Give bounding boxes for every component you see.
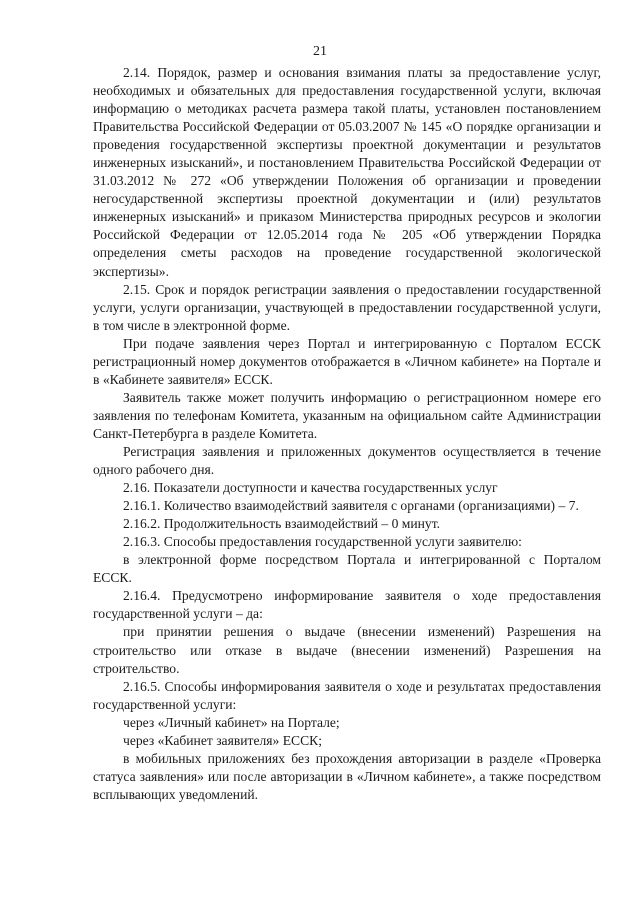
list-item-personal-cabinet: через «Личный кабинет» на Портале; <box>123 714 340 730</box>
paragraph-registration-term: Регистрация заявления и приложенных документов осуществляется в течение одного рабочего дня. <box>93 443 601 478</box>
paragraph-2-16-4: 2.16.4. Предусмотрено информирование заявителя о ходе предоставления государственной услуги – да: <box>93 588 601 622</box>
paragraph-2-16-1: 2.16.1. Количество взаимодействий заявителя с органами (организациями) – 7. <box>123 498 579 514</box>
list-item-applicant-cabinet: через «Кабинет заявителя» ЕССК; <box>123 732 323 748</box>
paragraph-2-16-3: 2.16.3. Способы предоставления государственной услуги заявителю: <box>123 534 522 550</box>
page-number: 21 <box>313 44 327 59</box>
paragraph-2-15: 2.15. Срок и порядок регистрации заявления о предоставлении государственной услуги, услуги организации, участвующей в предоставлении государственной услуги, в том числе в электронной форме. <box>93 281 601 333</box>
paragraph-2-16-2: 2.16.2. Продолжительность взаимодействий – 0 минут. <box>123 516 441 532</box>
list-item-mobile-apps: в мобильных приложениях без прохождения авторизации в разделе «Проверка статуса заявления» или после авторизации в «Личном кабинете», а также посредством всплывающих уведомлений. <box>93 750 601 802</box>
paragraph-decision-info: при принятии решения о выдаче (внесении изменений) Разрешения на строительство или отказе в выдаче (внесении изменений) Разрешения на строительство. <box>93 624 601 676</box>
paragraph-phone-info: Заявитель также может получить информацию о регистрационном номере его заявления по телефонам Комитета, указанным на официальном сайте Администрации Санкт-Петербурга в разделе Комитета. <box>93 389 601 441</box>
paragraph-2-16-5: 2.16.5. Способы информирования заявителя о ходе и результатах предоставления государственной услуги: <box>93 678 601 712</box>
paragraph-portal-registration: При подаче заявления через Портал и интегрированную с Порталом ЕССК регистрационный номер документов отображается в «Личном кабинете» на Портале и в «Кабинете заявителя» ЕССК. <box>93 335 601 387</box>
paragraph-electronic-form: в электронной форме посредством Портала и интегрированной с Порталом ЕССК. <box>93 552 601 586</box>
paragraph-2-14: 2.14. Порядок, размер и основания взимания платы за предоставление услуг, необходимых и обязательных для предоставления государственной услуги, включая информацию о методиках расчета размера такой платы, установлен постановлением Правительства Российской Федерации от 05.03.2007 № 145 «О порядке организации и проведения государственной экспертизы проектной документации и результатов инженерных изысканий», и постановлением Правительства Российской Федерации от 31.03.2012 № 272 «Об утверждении Положения об организации и проведении негосударственной экспертизы проектной документации и (или) результатов инженерных изысканий» и приказом Министерства природных ресурсов и экологии Российской Федерации от 12.05.2014 года № 205 «Об утверждении Порядка определения сметы расходов на проведение государственной экологической экспертизы». <box>93 65 601 279</box>
paragraph-2-16: 2.16. Показатели доступности и качества государственных услуг <box>123 480 498 496</box>
document-body <box>93 64 601 804</box>
